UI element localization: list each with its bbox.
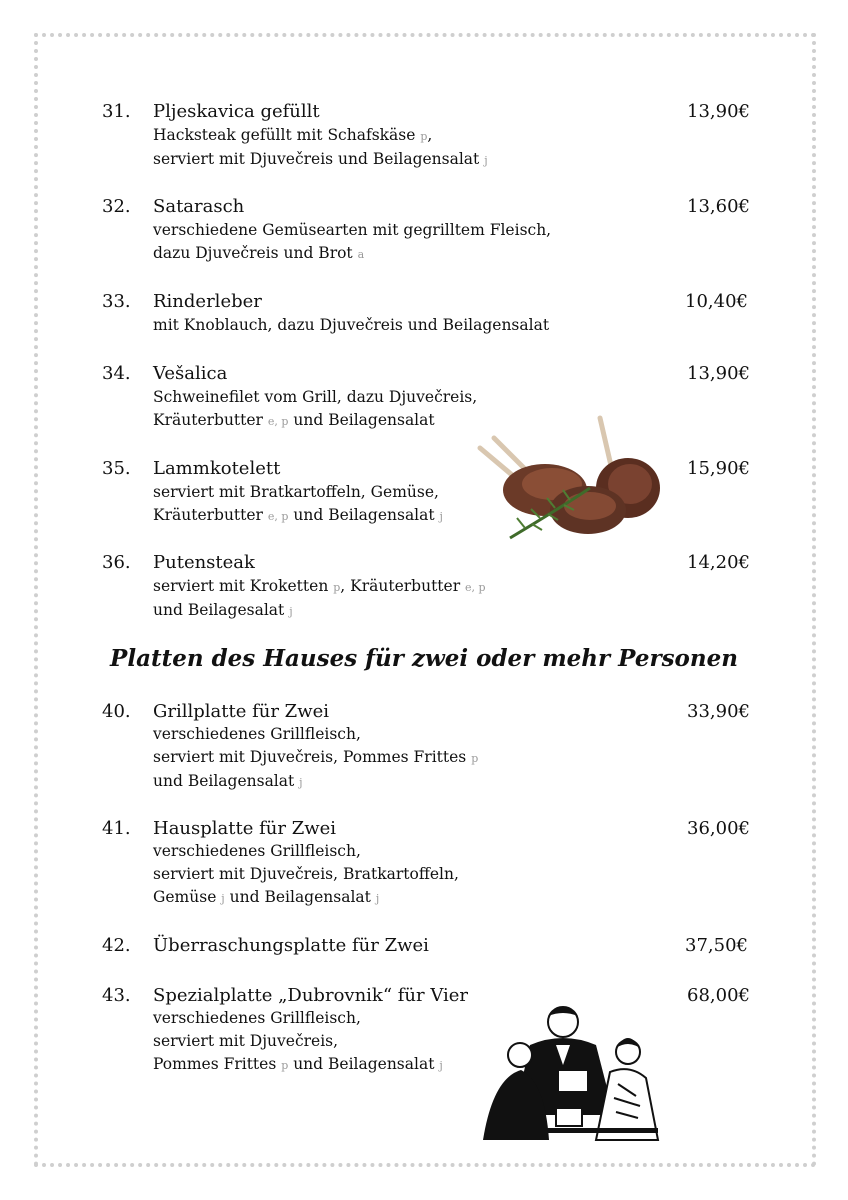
allergen-code: e, p <box>267 415 289 428</box>
item-price: 68,00€ <box>687 985 750 1006</box>
section-title: Platten des Hauses für zwei oder mehr Personen <box>110 645 738 672</box>
allergen-code: p <box>420 130 428 143</box>
desc-text: verschiedenes Grillfleisch, <box>153 842 361 860</box>
allergen-code: j <box>439 1059 443 1072</box>
desc-text: Hacksteak gefüllt mit Schafskäse <box>153 126 421 144</box>
item-name: Lammkotelett <box>153 458 281 479</box>
desc-text: und Beilagensalat <box>153 772 300 790</box>
item-description <box>153 386 477 433</box>
item-price: 10,40€ <box>685 291 748 312</box>
allergen-code: p <box>471 752 479 765</box>
item-description <box>153 219 551 266</box>
item-description <box>153 314 549 337</box>
item-description <box>153 575 486 623</box>
desc-text: serviert mit Djuvečreis, Bratkartoffeln, <box>153 865 459 883</box>
desc-text: serviert mit Kroketten <box>153 577 334 595</box>
item-price: 13,60€ <box>687 196 750 217</box>
item-description <box>153 124 488 172</box>
allergen-code: j <box>289 605 293 618</box>
allergen-code: p <box>333 581 341 594</box>
item-description <box>153 723 478 794</box>
item-price: 13,90€ <box>687 363 750 384</box>
allergen-code: j <box>221 892 225 905</box>
desc-text: serviert mit Djuvečreis, <box>153 1032 339 1050</box>
item-price: 14,20€ <box>687 552 750 573</box>
desc-text: verschiedenes Grillfleisch, <box>153 725 361 743</box>
allergen-code: e, p <box>267 510 289 523</box>
desc-text: Kräuterbutter <box>153 411 268 429</box>
desc-text: Schweinefilet vom Grill, dazu Djuvečreis, <box>153 388 478 406</box>
desc-text: , <box>427 126 433 144</box>
desc-text: serviert mit Bratkartoffeln, Gemüse, <box>153 483 439 501</box>
item-number: 42. <box>102 935 131 956</box>
item-number: 35. <box>102 458 131 479</box>
item-price: 33,90€ <box>687 701 750 722</box>
item-number: 31. <box>102 101 131 122</box>
desc-text: , Kräuterbutter <box>340 577 466 595</box>
item-number: 40. <box>102 701 131 722</box>
item-name: Überraschungsplatte für Zwei <box>153 935 429 956</box>
desc-text: verschiedenes Grillfleisch, <box>153 1009 361 1027</box>
desc-text: mit Knoblauch, dazu Djuvečreis und Beilagensalat <box>153 316 550 334</box>
desc-text: und Beilagensalat <box>288 506 440 524</box>
allergen-code: p <box>281 1059 289 1072</box>
desc-text: dazu Djuvečreis und Brot <box>153 244 358 262</box>
desc-text: und Beilagensalat <box>288 411 435 429</box>
item-number: 41. <box>102 818 131 839</box>
desc-text: und Beilagensalat <box>224 888 376 906</box>
item-description <box>153 840 459 910</box>
item-name: Pljeskavica gefüllt <box>153 101 320 122</box>
item-price: 36,00€ <box>687 818 750 839</box>
desc-text: verschiedene Gemüsearten mit gegrilltem Fleisch, <box>153 221 552 239</box>
item-number: 33. <box>102 291 131 312</box>
item-name: Rinderleber <box>153 291 262 312</box>
item-name: Vešalica <box>153 363 228 384</box>
desc-text: und Beilagensalat <box>288 1055 440 1073</box>
desc-text: Gemüse <box>153 888 222 906</box>
allergen-code: a <box>357 248 365 261</box>
item-name: Putensteak <box>153 552 255 573</box>
item-name: Grillplatte für Zwei <box>153 701 330 722</box>
item-name: Hausplatte für Zwei <box>153 818 337 839</box>
item-description <box>153 1007 443 1077</box>
allergen-code: j <box>484 154 488 167</box>
desc-text: Pommes Frittes <box>153 1055 282 1073</box>
item-price: 13,90€ <box>687 101 750 122</box>
item-number: 32. <box>102 196 131 217</box>
allergen-code: j <box>439 510 443 523</box>
allergen-code: j <box>299 776 303 789</box>
item-name: Satarasch <box>153 196 245 217</box>
item-description <box>153 481 443 528</box>
allergen-code: e, p <box>465 581 486 594</box>
desc-text: Kräuterbutter <box>153 506 268 524</box>
allergen-code: j <box>375 892 380 905</box>
item-number: 34. <box>102 363 131 384</box>
item-price: 37,50€ <box>685 935 748 956</box>
desc-text: und Beilagesalat <box>153 601 290 619</box>
item-name: Spezialplatte „Dubrovnik“ für Vier <box>153 985 469 1006</box>
item-price: 15,90€ <box>687 458 750 479</box>
desc-text: serviert mit Djuvečreis, Pommes Frittes <box>153 748 472 766</box>
item-number: 36. <box>102 552 131 573</box>
desc-text: serviert mit Djuvečreis und Beilagensalat <box>153 150 485 168</box>
lamb-chops-image <box>470 410 670 550</box>
item-number: 43. <box>102 985 131 1006</box>
waiter-illustration <box>478 1000 664 1145</box>
